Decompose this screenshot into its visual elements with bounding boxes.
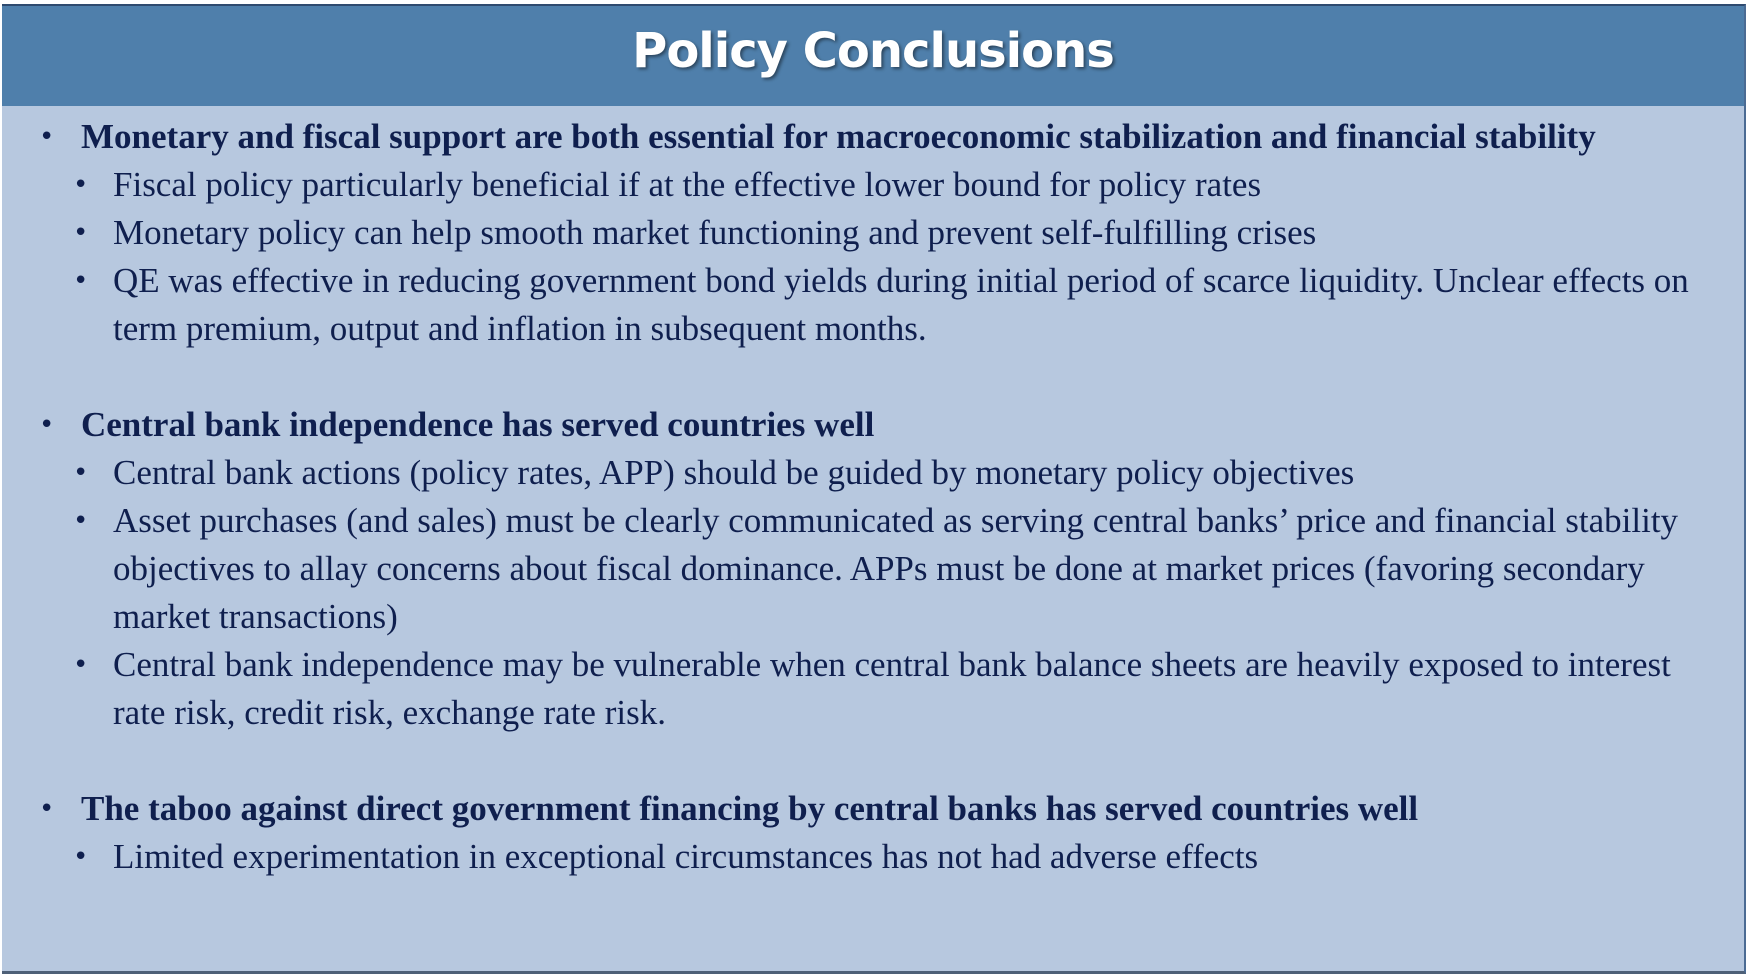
- bullet-icon: •: [73, 458, 89, 488]
- sub-point-text: QE was effective in reducing government bond yields during initial period of scarce liquidity. Unclear effects on term premium, output and inflation in subsequent months.: [113, 261, 1689, 348]
- section-heading: [2, 785, 1744, 833]
- bullet-icon: •: [73, 842, 89, 872]
- sub-point-text: Limited experimentation in exceptional circumstances has not had adverse effects: [113, 837, 1259, 876]
- heading-text: The taboo against direct government financing by central banks has served countries well: [81, 789, 1419, 828]
- sub-point: [2, 161, 1744, 209]
- section-central-bank-independence: [2, 401, 1744, 737]
- bullet-icon: •: [73, 170, 89, 200]
- bullet-icon: •: [39, 794, 55, 824]
- section-heading: [2, 401, 1744, 449]
- section-heading: [2, 113, 1744, 161]
- heading-text: Central bank independence has served countries well: [81, 405, 875, 444]
- sub-point-text: Central bank independence may be vulnerable when central bank balance sheets are heavily exposed to interest rate risk, credit risk, exchange rate risk.: [113, 645, 1671, 732]
- slide-title: Policy Conclusions: [632, 23, 1114, 79]
- bullet-icon: •: [39, 122, 55, 152]
- sub-point-text: Fiscal policy particularly beneficial if at the effective lower bound for policy rates: [113, 165, 1262, 204]
- bullet-content: [2, 113, 1744, 929]
- sub-point: [2, 497, 1744, 641]
- sub-point: [2, 449, 1744, 497]
- content-panel: [2, 4, 1746, 974]
- heading-text: Monetary and fiscal support are both essential for macroeconomic stabilization and financial stability: [81, 117, 1596, 156]
- section-monetary-fiscal-support: [2, 113, 1744, 353]
- sub-point-text: Asset purchases (and sales) must be clearly communicated as serving central banks’ price and financial stability objectives to allay concerns about fiscal dominance. APPs must be done at market prices (favoring secondary market transactions): [113, 501, 1679, 636]
- sub-point: [2, 641, 1744, 737]
- bullet-icon: •: [39, 410, 55, 440]
- sub-point: [2, 833, 1744, 881]
- sub-point-text: Monetary policy can help smooth market functioning and prevent self-fulfilling crises: [113, 213, 1317, 252]
- bullet-icon: •: [73, 506, 89, 536]
- header-bar: [2, 6, 1744, 106]
- section-government-financing-taboo: [2, 785, 1744, 881]
- sub-point: [2, 257, 1744, 353]
- bullet-icon: •: [73, 218, 89, 248]
- bullet-icon: •: [73, 650, 89, 680]
- sub-point: [2, 209, 1744, 257]
- sub-point-text: Central bank actions (policy rates, APP) should be guided by monetary policy objectives: [113, 453, 1355, 492]
- bullet-icon: •: [73, 266, 89, 296]
